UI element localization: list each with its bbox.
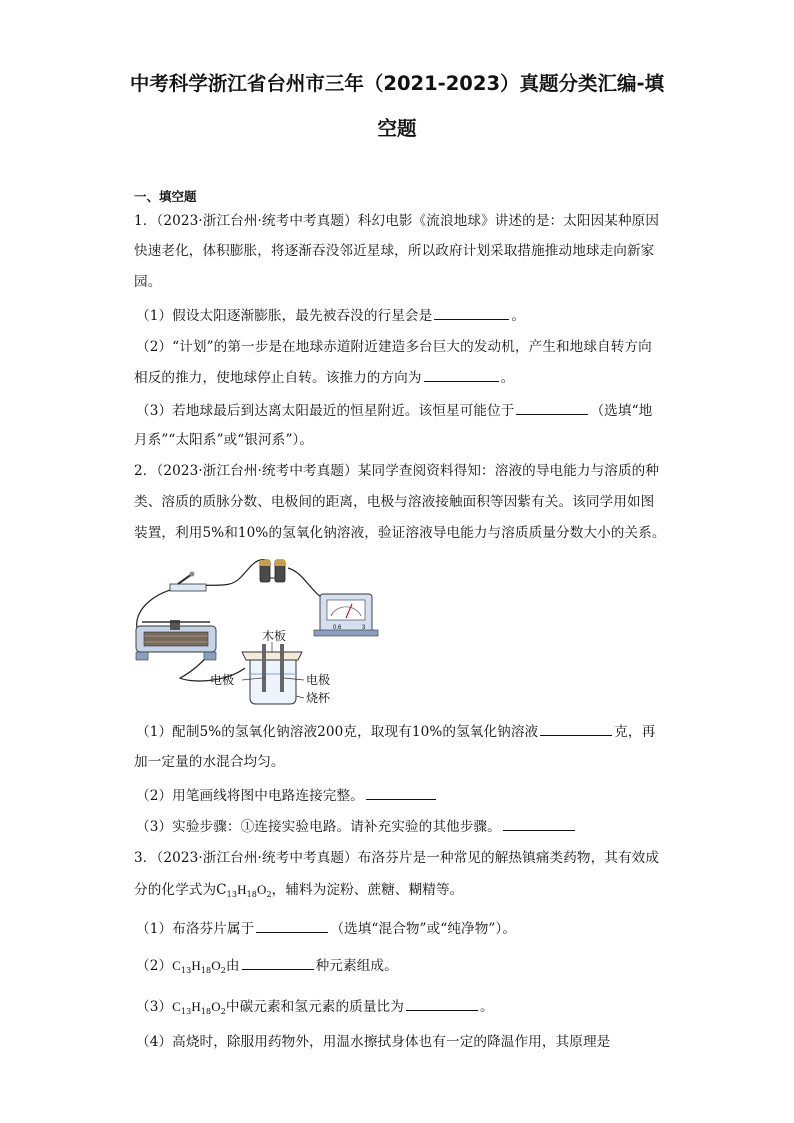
q1-part-2-line-1: （2）“计划”的第一步是在地球赤道附近建造多台巨大的发动机，产生和地球自转方向 [136, 339, 652, 355]
q3-part-2-num: （2） [136, 958, 173, 974]
q1-part-3-line-1 [136, 400, 652, 421]
q2-part-2-text: （2）用笔画线将图中电路连接完整。 [136, 788, 364, 804]
q1-stem-line-3: 园。 [134, 274, 162, 290]
formula-element: H [237, 882, 247, 897]
q3-part-2-text: 由 [225, 958, 240, 974]
rheostat-icon [136, 620, 216, 660]
ammeter-range-label: 0.6 [333, 625, 342, 631]
q1-part-2-line-2 [134, 367, 514, 388]
answer-blank[interactable] [516, 400, 588, 415]
subscript: 18 [246, 890, 257, 899]
document-title-line-1: 中考科学浙江省台州市三年（2021-2023）真题分类汇编-填 [129, 72, 665, 95]
answer-blank[interactable] [256, 918, 328, 933]
answer-blank[interactable] [424, 367, 499, 382]
subscript: 13 [226, 890, 238, 899]
q2-part-3 [136, 816, 577, 837]
subscript: 18 [200, 1007, 212, 1016]
subscript: 13 [180, 1007, 192, 1016]
q3-part-1 [136, 918, 516, 939]
q3-part-3-end: 。 [479, 999, 494, 1015]
q2-stem-line-1: 2．（2023·浙江台州·统考中考真题）某同学查阅资料得知：溶液的导电能力与溶质的种 [134, 463, 660, 479]
q1-stem-line-1: 1．（2023·浙江台州·统考中考真题）科幻电影《流浪地球》讲述的是：太阳因某种原因 [134, 213, 660, 229]
answer-blank[interactable] [540, 721, 612, 736]
q3-stem-text-end: ，辅料为淀粉、蔗糖、糊精等。 [271, 882, 464, 898]
subscript: 13 [180, 966, 192, 975]
q3-part-2-end: 种元素组成。 [315, 958, 398, 974]
q3-part-1-text: （1）布洛芬片属于 [136, 921, 255, 937]
q1-part-3-text: （3）若地球最后到达离太阳最近的恒星附近。该恒星可能位于 [136, 403, 515, 419]
formula-element: C [172, 958, 181, 973]
q2-part-1-unit: 克，再 [614, 724, 656, 740]
q2-part-1-text: （1）配制5%的氢氧化钠溶液200克，取现有10%的氢氧化钠溶液 [136, 724, 539, 740]
q3-stem-line-2 [134, 880, 463, 905]
formula-element: H [191, 999, 201, 1014]
formula-element: O [211, 999, 221, 1014]
ammeter-icon [314, 594, 378, 636]
q2-part-1-line-1 [136, 721, 655, 742]
section-heading: 一、填空题 [134, 189, 197, 204]
q2-stem-line-2: 类、溶质的质脉分数、电极间的距离，电极与溶液接触面积等因紫有关。该同学用如图 [134, 494, 655, 510]
battery-icon [260, 560, 285, 582]
q1-part-2-text: 相反的推力，使地球停止自转。该推力的方向为 [134, 370, 422, 386]
q3-stem-line-1: 3．（2023·浙江台州·统考中考真题）布洛芬片是一种常见的解热镇痛类药物，其有效成 [134, 850, 660, 866]
q1-stem-line-2: 快速老化，体积膨胀，将逐渐吞没邻近星球，所以政府计划采取措施推动地球走向新家 [134, 243, 655, 259]
q3-part-2 [136, 955, 398, 981]
formula-element: O [256, 882, 267, 897]
q3-part-3-text: 中碳元素和氢元素的质量比为 [225, 999, 404, 1015]
q3-part-1-options: （选填“混合物”或“纯净物”）。 [330, 921, 517, 937]
q1-part-2-end: 。 [500, 370, 515, 386]
answer-blank[interactable] [406, 996, 478, 1011]
ammeter-terminal-label: 3 [362, 625, 366, 631]
subscript: 2 [220, 966, 226, 975]
label-board: 木板 [262, 629, 287, 643]
q2-part-3-text: （3）实验步骤：①连接实验电路。请补充实验的其他步骤。 [136, 819, 501, 835]
answer-blank[interactable] [366, 785, 436, 800]
answer-blank[interactable] [434, 305, 509, 320]
q2-part-1-line-2: 加一定量的水混合均匀。 [134, 754, 285, 770]
answer-blank[interactable] [242, 955, 314, 970]
electrode-right [280, 644, 284, 692]
electrode-left [262, 644, 266, 692]
formula-element: C [172, 999, 181, 1014]
q1-part-3-line-2: 月系”“太阳系”或“银河系”）。 [134, 432, 314, 448]
subscript: 2 [220, 1007, 226, 1016]
q1-part-3-options: （选填“地 [590, 403, 653, 419]
q3-part-3 [136, 996, 494, 1022]
subscript: 18 [200, 966, 212, 975]
circuit-diagram [130, 548, 390, 708]
formula-element: O [211, 958, 221, 973]
document-title-line-2: 空题 [377, 117, 417, 140]
label-electrode-left: 电极 [210, 673, 235, 687]
q1-part-1-text: （1）假设太阳逐渐膨胀，最先被吞没的行星会是 [136, 308, 433, 324]
label-electrode-right: 电极 [306, 673, 331, 687]
q2-stem-line-3: 装置，利用5%和10%的氢氧化钠溶液，验证溶液导电能力与溶质质量分数大小的关系。 [134, 525, 666, 541]
q2-part-2 [136, 785, 438, 806]
switch-icon [170, 572, 206, 592]
q3-part-4: （4）高烧时，除服用药物外，用温水擦拭身体也有一定的降温作用，其原理是 [136, 1034, 611, 1050]
q3-part-3-num: （3） [136, 999, 173, 1015]
beaker-icon [242, 644, 302, 704]
answer-blank[interactable] [503, 816, 575, 831]
q3-stem-text: 分的化学式为C [134, 882, 227, 898]
q1-part-1 [136, 305, 525, 326]
label-beaker: 烧杯 [306, 691, 331, 705]
formula-element: H [191, 958, 201, 973]
subscript: 2 [266, 890, 272, 899]
q1-part-1-end: 。 [511, 308, 526, 324]
